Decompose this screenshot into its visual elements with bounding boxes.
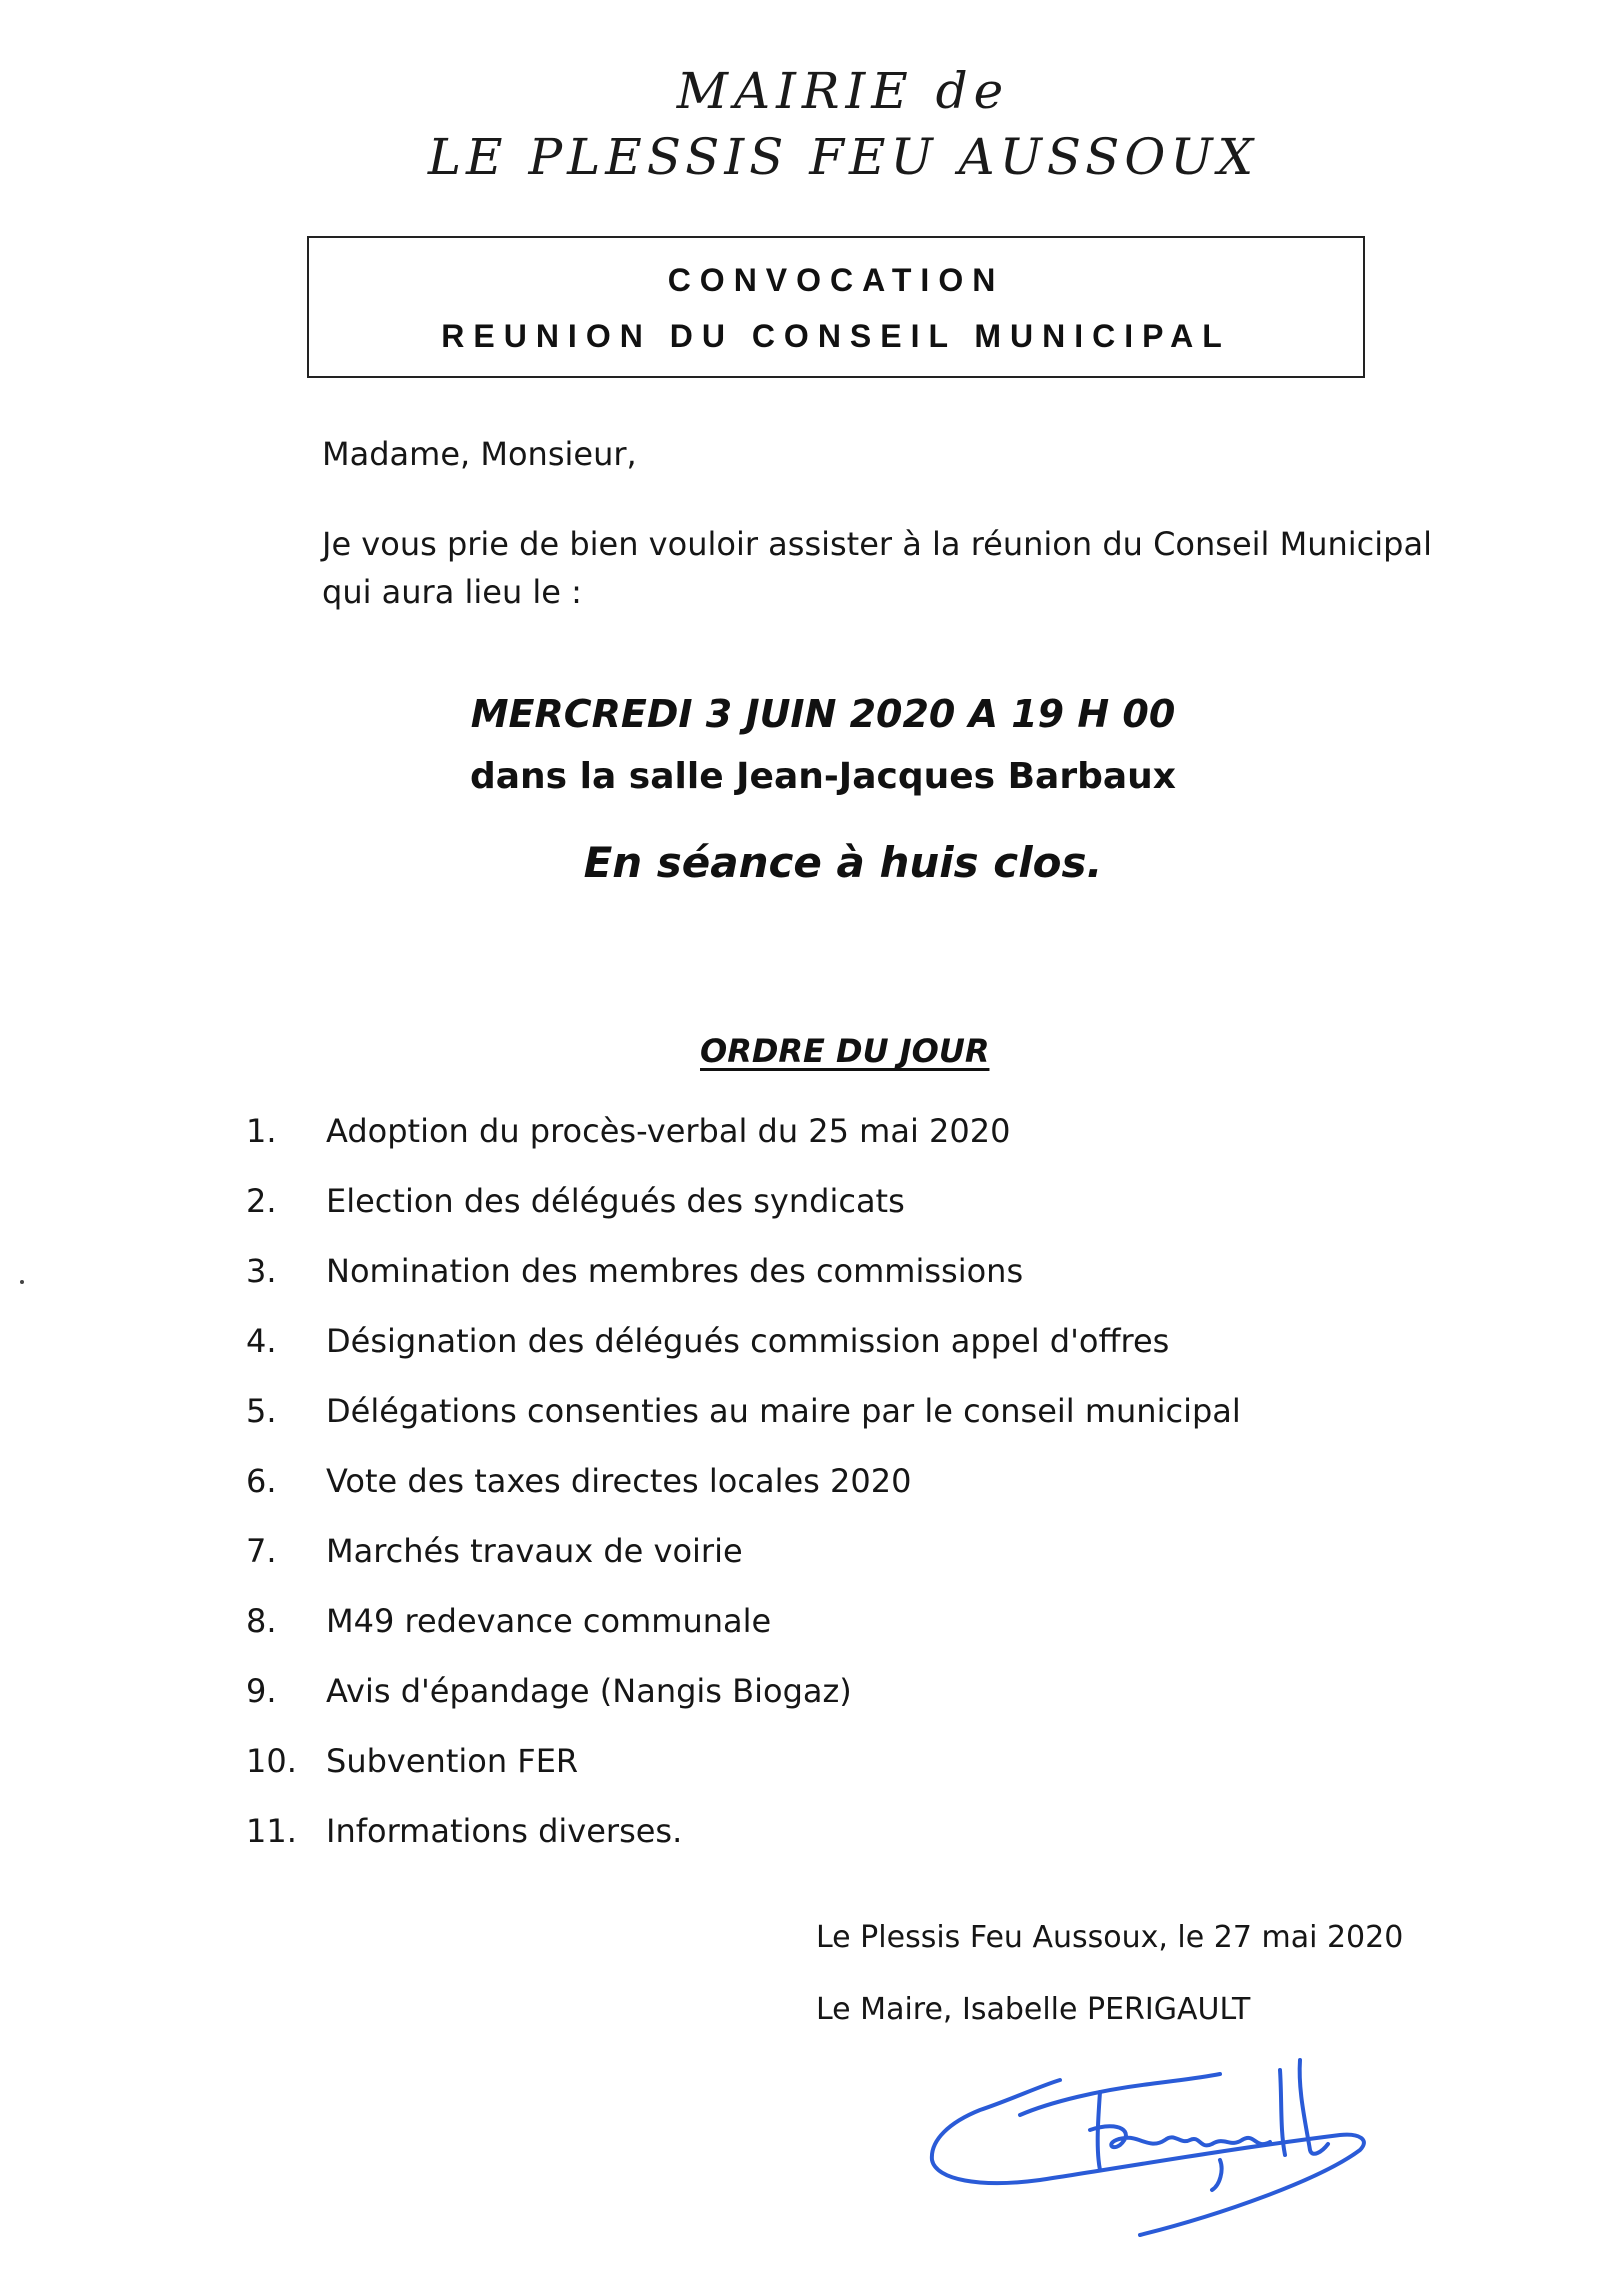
meeting-place: dans la salle Jean-Jacques Barbaux — [469, 756, 1177, 797]
agenda-item-number: 1. — [246, 1112, 277, 1150]
intro-paragraph: Je vous prie de bien vouloir assister à la réunion du Conseil Municipal qui aura lieu le : — [322, 525, 1432, 611]
agenda-item-number: 2. — [246, 1182, 277, 1220]
agenda-item-label: Délégations consenties au maire par le conseil municipal — [326, 1392, 1241, 1430]
agenda-item-number: 11. — [246, 1812, 297, 1850]
handwritten-signature — [920, 2040, 1380, 2260]
agenda-item-label: Vote des taxes directes locales 2020 — [326, 1462, 912, 1500]
agenda-item-label: M49 redevance communale — [326, 1602, 772, 1640]
meeting-date: MERCREDI 3 JUIN 2020 A 19 H 00 — [470, 692, 1176, 736]
agenda-item-number: 8. — [246, 1602, 277, 1640]
agenda-item-label: Subvention FER — [326, 1742, 579, 1780]
commune-heading: LE PLESSIS FEU AUSSOUX — [427, 128, 1259, 186]
agenda-item-number: 7. — [246, 1532, 277, 1570]
agenda-title: ORDRE DU JOUR — [700, 1032, 990, 1070]
mairie-heading: MAIRIE de — [676, 62, 1010, 120]
agenda-item-label: Marchés travaux de voirie — [326, 1532, 743, 1570]
convocation-subtitle: REUNION DU CONSEIL MUNICIPAL — [441, 318, 1231, 354]
agenda-item-label: Désignation des délégués commission appel d'offres — [326, 1322, 1170, 1360]
place-and-date: Le Plessis Feu Aussoux, le 27 mai 2020 — [816, 1920, 1404, 1955]
agenda-item-label: Adoption du procès-verbal du 25 mai 2020 — [326, 1112, 1011, 1150]
agenda-item-label: Election des délégués des syndicats — [326, 1182, 905, 1220]
agenda-item-number: 3. — [246, 1252, 277, 1290]
agenda-item-number: 10. — [246, 1742, 297, 1780]
agenda-item-number: 4. — [246, 1322, 277, 1360]
agenda-item-number: 9. — [246, 1672, 277, 1710]
agenda-item-label: Nomination des membres des commissions — [326, 1252, 1024, 1290]
agenda-item-label: Avis d'épandage (Nangis Biogaz) — [326, 1672, 852, 1710]
convocation-title: CONVOCATION — [667, 262, 1005, 298]
signatory-line: Le Maire, Isabelle PERIGAULT — [816, 1992, 1251, 2027]
agenda-item-number: 6. — [246, 1462, 277, 1500]
meeting-session-note: En séance à huis clos. — [583, 838, 1103, 887]
scan-speck — [20, 1280, 24, 1284]
agenda-item-number: 5. — [246, 1392, 277, 1430]
convocation-title-box — [307, 236, 1365, 378]
agenda-item-label: Informations diverses. — [326, 1812, 683, 1850]
greeting-text: Madame, Monsieur, — [322, 435, 637, 473]
